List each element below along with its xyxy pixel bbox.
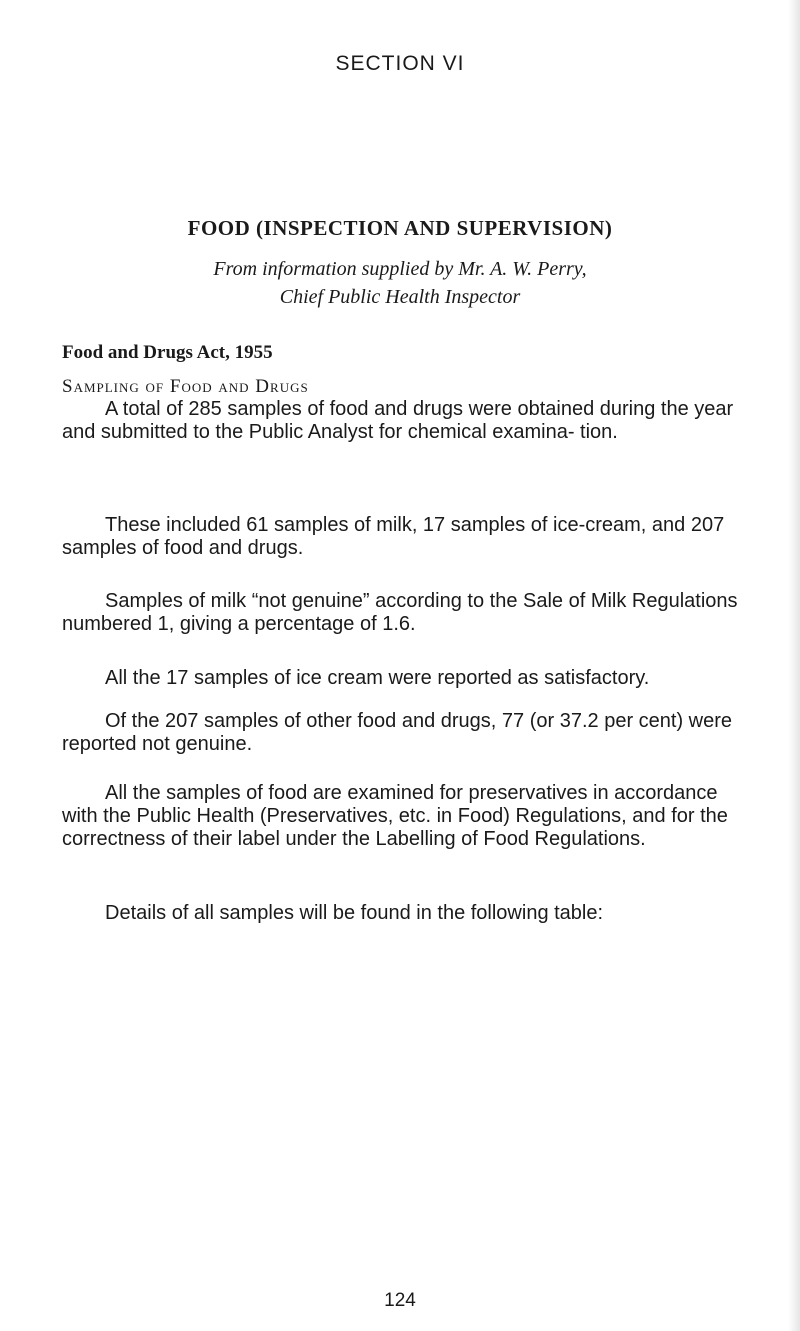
- paragraph-details: Details of all samples will be found in the following table:: [105, 902, 604, 924]
- paragraph-preservatives: All the samples of food are examined for preservatives in accordance with the Public Health (Preservatives, etc. in Food) Regulations, and for the correctness of their label under the Labelling of Food Regulations.: [62, 782, 728, 850]
- act-title: Food and Drugs Act, 1955: [62, 342, 273, 363]
- subheading: Sampling of Food and Drugs: [62, 376, 309, 397]
- paragraph-other-food: Of the 207 samples of other food and drugs, 77 (or 37.2 per cent) were reported not genuine.: [62, 710, 733, 755]
- paragraph-milk-samples: Samples of milk “not genuine” according to the Sale of Milk Regulations numbered 1, giving a percentage of 1.6.: [62, 590, 738, 635]
- paragraph-samples-included: These included 61 samples of milk, 17 samples of ice-cream, and 207 samples of food and drugs.: [62, 514, 725, 559]
- paragraph-total-samples: A total of 285 samples of food and drugs were obtained during the year and submitted to the Public Analyst for chemical examina- tion.: [62, 398, 734, 443]
- page-heading: FOOD (INSPECTION AND SUPERVISION): [187, 216, 613, 240]
- paragraph-ice-cream: All the 17 samples of ice cream were reported as satisfactory.: [105, 667, 650, 689]
- page-number: 124: [384, 1290, 416, 1311]
- section-title: SECTION VI: [335, 52, 465, 75]
- page-edge-shadow: [788, 0, 800, 1331]
- byline-line-2: Chief Public Health Inspector: [279, 286, 521, 308]
- byline-line-1: From information supplied by Mr. A. W. Perry,: [213, 258, 587, 280]
